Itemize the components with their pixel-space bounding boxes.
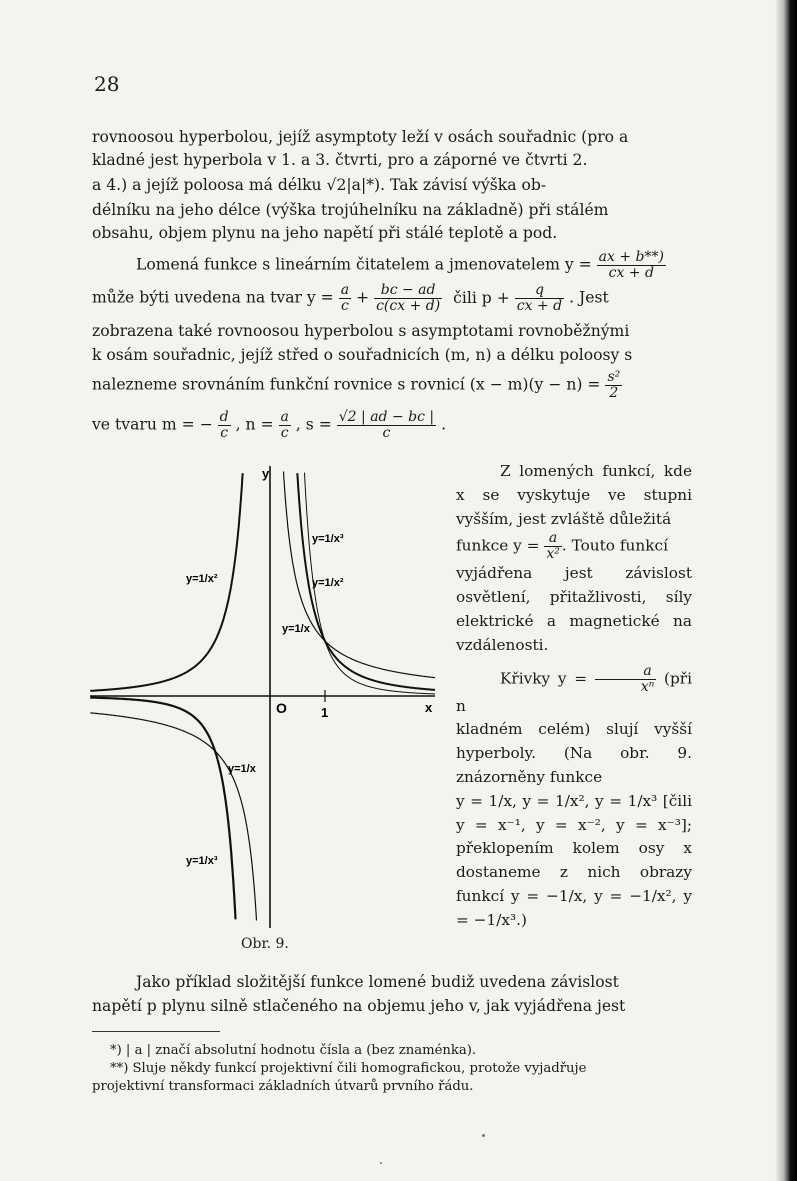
tick-one-label: 1 — [321, 705, 329, 720]
denominator: cx + d — [516, 298, 563, 314]
numerator: q — [515, 283, 564, 299]
side-paragraph-2: kladném celém) slují vyšší hyperboly. (Na obr. 9. znázorněny funkce — [456, 720, 692, 786]
fraction — [337, 410, 436, 441]
label-y-1-x-bottom: y=1/x — [228, 763, 256, 775]
side-paragraph-2-functions: y = 1/x, y = 1/x², y = 1/x³ [čili y = x⁻¹, y = x⁻², y = x⁻³]; překlopením kolem osy x dostaneme z nich obrazy funkcí y = −1/x, y = −1/x², y = −1/x³.) — [456, 791, 692, 929]
curve-1-over-x-negative — [90, 713, 256, 921]
text-line: obsahu, objem plynu na jeho napětí při stálé teplotě a pod. — [92, 224, 558, 242]
paper-speck — [380, 1162, 382, 1164]
text-span: Lomená funkce s lineárním čitatelem a jmenovatelem y = — [136, 255, 592, 274]
page-number: 28 — [94, 72, 120, 96]
denominator: c — [382, 425, 391, 441]
numerator: bc − ad — [374, 283, 442, 299]
text-span: . Jest — [569, 288, 609, 307]
numerator: s² — [607, 369, 621, 385]
footnote-3: projektivní transformaci základních útvarů prvního řádu. — [92, 1079, 474, 1094]
formula-line — [136, 250, 736, 281]
side-formula-line — [456, 531, 692, 562]
text-span: , s = — [295, 415, 332, 434]
label-y-1-x2-right: y=1/x² — [312, 577, 344, 589]
numerator: a — [544, 531, 562, 547]
formula-line — [92, 410, 692, 441]
denominator: cx + d — [608, 265, 654, 281]
label-y-1-x3-top: y=1/x³ — [312, 533, 344, 545]
text-line: k osám souřadnic, jejíž střed o souřadnicích (m, n) a délku poloosy s — [92, 346, 633, 364]
curve-1-over-x2-negative — [90, 473, 242, 691]
axis-label-y: y — [262, 466, 270, 481]
text-line: zobrazena také rovnoosou hyperbolou s asymptotami rovnoběžnými — [92, 322, 630, 340]
fraction — [515, 283, 564, 314]
numerator: a — [340, 282, 350, 298]
footnote-rule — [92, 1031, 220, 1032]
footnote-1: *) | a | značí absolutní hodnotu čísla a (bez znaménka). — [110, 1043, 477, 1058]
page-edge-shadow — [775, 0, 797, 1181]
fraction — [374, 283, 442, 314]
side-column — [456, 460, 692, 933]
text-span: funkce y = — [456, 536, 540, 555]
text-span: Křivky y = — [500, 669, 588, 688]
text-span: může býti uvedena na tvar y = — [92, 288, 334, 307]
paper-speck — [482, 1134, 485, 1137]
text-span: , n = — [235, 415, 274, 434]
origin-label: O — [276, 700, 287, 716]
text-line: délníku na jeho délce (výška trojúhelníku na základně) při stálém — [92, 201, 609, 219]
text-span: nalezneme srovnáním funkční rovnice s rovnicí (x − m)(y − n) = — [92, 375, 601, 394]
text-line: rovnoosou hyperbolou, jejíž asymptoty leží v osách souřadnic (pro a — [92, 128, 629, 146]
fraction — [605, 370, 622, 401]
hyperbola-figure — [90, 462, 440, 932]
denominator: x² — [546, 546, 560, 563]
label-y-1-x2-left: y=1/x² — [186, 573, 218, 585]
fraction — [595, 664, 657, 695]
side-paragraph-1-rest: vyjádřena jest závislost osvětlení, přitažlivosti, síly elektrické a magnetické na vzdálenosti. — [456, 564, 692, 654]
text-line: Jako příklad složitější funkce lomené budiž uvedena závislost — [136, 973, 619, 991]
curve-1-over-x3-negative — [90, 698, 235, 920]
axis-label-x: x — [425, 700, 433, 715]
denominator: c — [280, 425, 289, 441]
denominator: c — [340, 298, 349, 314]
formula-line — [92, 370, 692, 401]
text-span: ve tvaru m = − — [92, 415, 213, 434]
denominator: c(cx + d) — [376, 298, 441, 314]
text-span: (při n — [456, 669, 692, 715]
numerator: ax + b**) — [598, 249, 664, 265]
plus-sign: + — [356, 288, 370, 307]
numerator: √2 | ad − bc | — [338, 409, 435, 425]
label-y-1-x-top: y=1/x — [282, 623, 310, 635]
text-line: kladné jest hyperbola v 1. a 3. čtvrti, pro a záporné ve čtvrti 2. — [92, 151, 588, 169]
text-line: a 4.) a jejíž poloosa má délku √2|a|*). Tak závisí výška ob- — [92, 176, 547, 194]
text-span: čili p + — [453, 288, 510, 307]
fraction — [597, 250, 666, 281]
text-span: . Touto funkcí — [561, 536, 668, 555]
figure-caption: Obr. 9. — [241, 936, 289, 952]
denominator: 2 — [609, 385, 619, 401]
numerator: a — [280, 409, 289, 425]
formula-line — [92, 283, 692, 314]
fraction — [544, 531, 562, 562]
side-formula-line-2 — [456, 664, 692, 719]
numerator: d — [219, 409, 229, 425]
label-y-1-x3-bottom: y=1/x³ — [186, 855, 218, 867]
denominator: c — [220, 425, 229, 441]
fraction — [339, 283, 351, 314]
fraction — [279, 410, 291, 441]
fraction — [218, 410, 231, 441]
numerator: a — [595, 664, 657, 680]
footnote-2: **) Sluje někdy funkcí projektivní čili homografickou, protože vyjadřuje — [110, 1061, 587, 1076]
denominator: xⁿ — [640, 678, 655, 695]
text-span: . — [441, 415, 447, 434]
side-paragraph-1: Z lomených funkcí, kde x se vyskytuje ve stupni vyšším, jest zvláště důležitá — [456, 462, 692, 528]
text-line: napětí p plynu silně stlačeného na objemu jeho v, jak vyjádřena jest — [92, 997, 626, 1015]
